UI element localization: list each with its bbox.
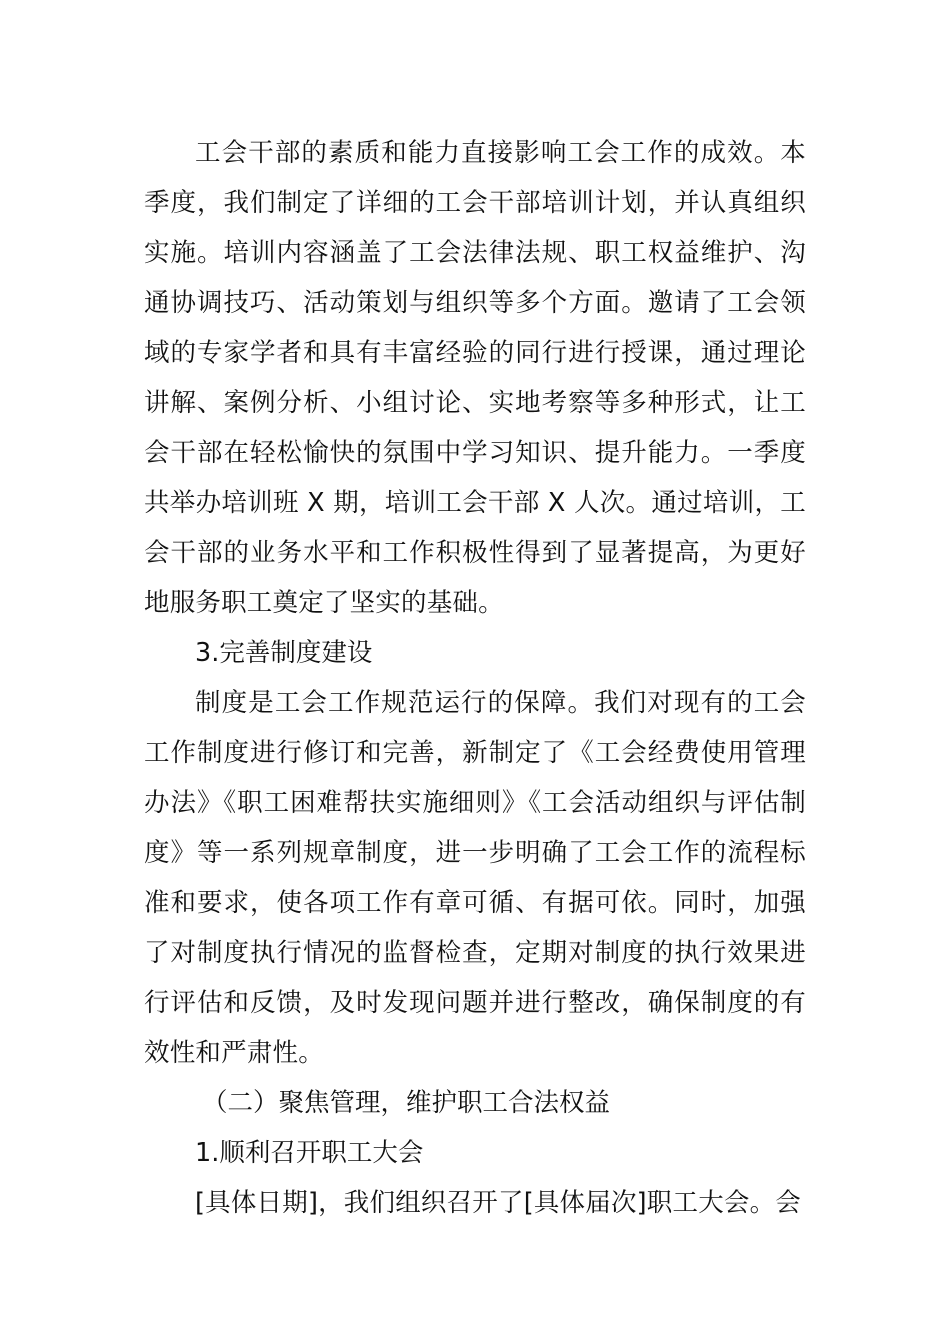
document-page — [144, 128, 806, 1228]
heading-improve-system: 3.完善制度建设 — [195, 638, 373, 668]
heading-section-two: （二）聚焦管理，维护职工合法权益 — [202, 1088, 611, 1118]
paragraph-system-building: 制度是工会工作规范运行的保障。我们对现有的工会工作制度进行修订和完善，新制定了《工会经费使用管理办法》《职工困难帮扶实施细则》《工会活动组织与评估制度》等一系列规章制度，进一步明确了工会工作的流程标准和要求，使各项工作有章可循、有据可依。同时，加强了对制度执行情况的监督检查，定期对制度的执行效果进行评估和反馈，及时发现问题并进行整改，确保制度的有效性和严肃性。 — [144, 688, 806, 1068]
heading-staff-congress: 1.顺利召开职工大会 — [195, 1138, 424, 1168]
paragraph-staff-congress: [具体日期]，我们组织召开了[具体届次]职工大会。会 — [195, 1188, 801, 1218]
paragraph-cadre-training: 工会干部的素质和能力直接影响工会工作的成效。本季度，我们制定了详细的工会干部培训计划，并认真组织实施。培训内容涵盖了工会法律法规、职工权益维护、沟通协调技巧、活动策划与组织等多个方面。邀请了工会领域的专家学者和具有丰富经验的同行进行授课，通过理论讲解、案例分析、小组讨论、实地考察等多种形式，让工会干部在轻松愉快的氛围中学习知识、提升能力。一季度共举办培训班 X 期，培训工会干部 X 人次。通过培训，工会干部的业务水平和工作积极性得到了显著提高，为更好地服务职工奠定了坚实的基础。 — [144, 138, 806, 618]
